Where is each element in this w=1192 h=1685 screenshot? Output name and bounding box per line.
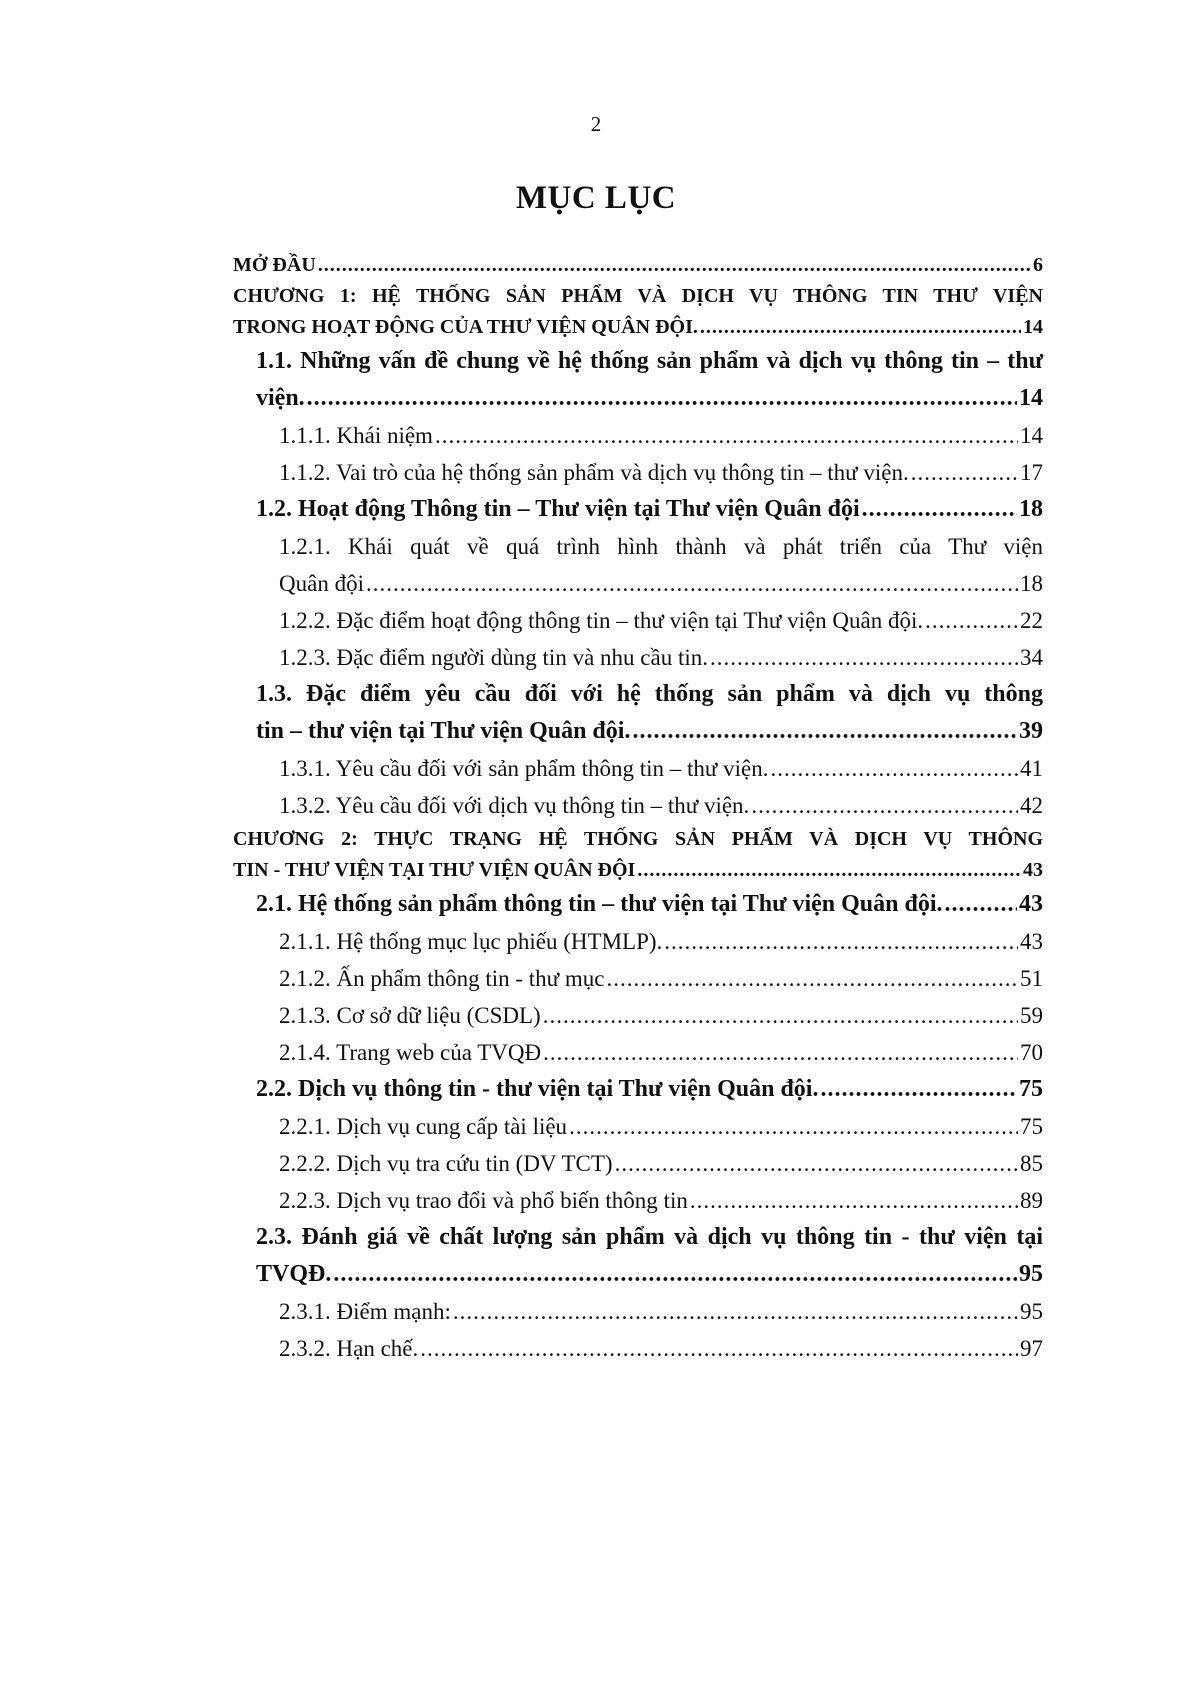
- table-of-contents: [233, 250, 1043, 1367]
- toc-entry-label: 1.2.3. Đặc điểm người dùng tin và nhu cầu tin.: [279, 645, 708, 670]
- toc-entry[interactable]: [233, 1145, 1043, 1182]
- toc-entry-page: 75: [1020, 1114, 1043, 1139]
- toc-entry[interactable]: [233, 1182, 1043, 1219]
- toc-entry-label: 1.1.1. Khái niệm: [279, 423, 433, 448]
- toc-entry-row: [279, 1034, 1043, 1071]
- toc-entry[interactable]: [233, 960, 1043, 997]
- toc-entry-label: 2.1.2. Ấn phẩm thông tin - thư mục: [279, 966, 605, 991]
- toc-entry-page: 18: [1019, 496, 1043, 522]
- toc-entry-label: viện.: [256, 385, 305, 411]
- toc-entry-row: [279, 1182, 1043, 1219]
- toc-entry[interactable]: [233, 886, 1043, 923]
- toc-entry[interactable]: [233, 281, 1043, 343]
- toc-entry-page: 34: [1020, 645, 1043, 670]
- toc-entry[interactable]: [233, 1108, 1043, 1145]
- toc-entry[interactable]: [233, 417, 1043, 454]
- toc-entry[interactable]: [233, 1330, 1043, 1367]
- toc-title: MỤC LỤC: [515, 180, 677, 216]
- dot-leader: [333, 1256, 1017, 1293]
- dot-leader: [615, 1145, 1018, 1182]
- dot-leader: [690, 1182, 1018, 1219]
- toc-entry-row: [256, 491, 1043, 528]
- toc-entry-page: 75: [1019, 1076, 1043, 1102]
- toc-entry[interactable]: [233, 250, 1043, 281]
- dot-leader: [366, 565, 1018, 602]
- toc-entry[interactable]: [233, 491, 1043, 528]
- toc-entry-label: tin – thư viện tại Thư viện Quân đội.: [256, 718, 631, 744]
- toc-entry[interactable]: [233, 454, 1043, 491]
- toc-entry-first-line: CHƯƠNG 1: HỆ THỐNG SẢN PHẨM VÀ DỊCH VỤ THÔNG TIN THƯ VIỆN: [233, 285, 1043, 307]
- toc-entry[interactable]: [233, 676, 1043, 750]
- toc-entry-page: 97: [1020, 1336, 1043, 1361]
- toc-entry-row: [256, 1256, 1043, 1293]
- dot-leader: [307, 380, 1017, 417]
- toc-entry[interactable]: [233, 1071, 1043, 1108]
- dot-leader: [862, 491, 1017, 528]
- toc-entry-page: 43: [1023, 859, 1043, 881]
- toc-entry-page: 14: [1023, 316, 1043, 338]
- toc-entry-first-line: 1.2.1. Khái quát về quá trình hình thành và phát triển của Thư viện: [279, 534, 1043, 559]
- toc-entry[interactable]: [233, 923, 1043, 960]
- toc-entry-row: [279, 565, 1043, 602]
- toc-entry-row: [233, 312, 1043, 343]
- toc-entry-row: [256, 713, 1043, 750]
- dot-leader: [751, 787, 1018, 824]
- toc-entry-label: TVQĐ.: [256, 1261, 332, 1287]
- dot-leader: [632, 713, 1017, 750]
- toc-entry-page: 14: [1019, 385, 1043, 411]
- toc-entry-label: 2.2. Dịch vụ thông tin - thư viện tại Thư viện Quân đội.: [256, 1076, 819, 1102]
- toc-entry-label: 1.2.2. Đặc điểm hoạt động thông tin – thư viện tại Thư viện Quân đội.: [279, 608, 924, 633]
- toc-entry-label: 2.3.1. Điểm mạnh:: [279, 1299, 451, 1324]
- toc-entry-label: 2.1.1. Hệ thống mục lục phiếu (HTMLP).: [279, 929, 663, 954]
- toc-entry-page: 22: [1020, 608, 1043, 633]
- toc-entry-page: 39: [1019, 718, 1043, 744]
- toc-entry-page: 14: [1020, 423, 1043, 448]
- toc-entry-row: [256, 886, 1043, 923]
- toc-entry-row: [279, 787, 1043, 824]
- toc-entry-row: [279, 1108, 1043, 1145]
- dot-leader: [664, 923, 1018, 960]
- toc-entry-row: [279, 960, 1043, 997]
- toc-entry-row: [279, 417, 1043, 454]
- toc-entry-label: 2.2.2. Dịch vụ tra cứu tin (DV TCT): [279, 1151, 613, 1176]
- toc-entry-page: 51: [1020, 966, 1043, 991]
- toc-entry[interactable]: [233, 750, 1043, 787]
- page-number: 2: [590, 112, 602, 136]
- dot-leader: [318, 250, 1031, 281]
- dot-leader: [569, 1108, 1018, 1145]
- toc-entry-row: [279, 997, 1043, 1034]
- toc-entry-page: 43: [1019, 891, 1043, 917]
- toc-entry-label: Quân đội: [279, 571, 364, 596]
- toc-entry-row: [233, 855, 1043, 886]
- toc-entry-row: [279, 639, 1043, 676]
- dot-leader: [770, 750, 1018, 787]
- toc-entry-label: TRONG HOẠT ĐỘNG CỦA THƯ VIỆN QUÂN ĐỘI.: [233, 316, 698, 338]
- dot-leader: [420, 1330, 1018, 1367]
- dot-leader: [925, 602, 1018, 639]
- toc-entry-page: 18: [1020, 571, 1043, 596]
- toc-entry-label: 1.2. Hoạt động Thông tin – Thư viện tại Thư viện Quân đội: [256, 496, 860, 522]
- dot-leader: [911, 454, 1018, 491]
- toc-entry[interactable]: [233, 997, 1043, 1034]
- toc-entry-first-line: 2.3. Đánh giá về chất lượng sản phẩm và dịch vụ thông tin - thư viện tại: [256, 1224, 1043, 1250]
- toc-entry-label: 2.2.3. Dịch vụ trao đổi và phổ biến thông tin: [279, 1188, 688, 1213]
- dot-leader: [820, 1071, 1017, 1108]
- toc-entry-label: 1.3.1. Yêu cầu đối với sản phẩm thông tin – thư viện.: [279, 756, 769, 781]
- dot-leader: [700, 312, 1021, 343]
- toc-entry[interactable]: [233, 1293, 1043, 1330]
- toc-entry-label: MỞ ĐẦU: [233, 254, 316, 276]
- toc-entry-first-line: 1.1. Những vấn đề chung về hệ thống sản phẩm và dịch vụ thông tin – thư: [256, 348, 1043, 374]
- toc-entry-row: [279, 1330, 1043, 1367]
- toc-entry-row: [233, 250, 1043, 281]
- toc-entry[interactable]: [233, 1034, 1043, 1071]
- toc-entry[interactable]: [233, 602, 1043, 639]
- toc-entry-first-line: CHƯƠNG 2: THỰC TRẠNG HỆ THỐNG SẢN PHẨM VÀ DỊCH VỤ THÔNG: [233, 828, 1043, 850]
- toc-entry-page: 6: [1033, 254, 1043, 276]
- toc-entry-label: 2.1.4. Trang web của TVQĐ: [279, 1040, 542, 1065]
- dot-leader: [607, 960, 1019, 997]
- toc-entry[interactable]: [233, 343, 1043, 417]
- toc-entry-label: TIN - THƯ VIỆN TẠI THƯ VIỆN QUÂN ĐỘI: [233, 859, 636, 881]
- toc-entry-row: [279, 1293, 1043, 1330]
- toc-entry-page: 70: [1020, 1040, 1043, 1065]
- toc-entry-page: 41: [1020, 756, 1043, 781]
- toc-entry-label: 2.3.2. Hạn chế.: [279, 1336, 419, 1361]
- toc-entry-page: 59: [1020, 1003, 1043, 1028]
- toc-entry[interactable]: [233, 528, 1043, 602]
- dot-leader: [543, 1034, 1018, 1071]
- toc-entry-label: 1.1.2. Vai trò của hệ thống sản phẩm và dịch vụ thông tin – thư viện.: [279, 460, 909, 485]
- toc-entry-row: [279, 454, 1043, 491]
- toc-entry-label: 2.2.1. Dịch vụ cung cấp tài liệu: [279, 1114, 568, 1139]
- toc-entry-label: 2.1. Hệ thống sản phẩm thông tin – thư viện tại Thư viện Quân đội.: [256, 891, 943, 917]
- toc-entry-row: [279, 750, 1043, 787]
- toc-entry[interactable]: [233, 787, 1043, 824]
- dot-leader: [637, 855, 1021, 886]
- toc-entry[interactable]: [233, 1219, 1043, 1293]
- dot-leader: [435, 417, 1018, 454]
- toc-entry-row: [256, 1071, 1043, 1108]
- toc-entry-row: [279, 1145, 1043, 1182]
- toc-entry-page: 17: [1020, 460, 1043, 485]
- toc-entry-page: 95: [1019, 1261, 1043, 1287]
- toc-entry-page: 95: [1020, 1299, 1043, 1324]
- dot-leader: [543, 997, 1018, 1034]
- toc-entry-row: [256, 380, 1043, 417]
- toc-entry-page: 89: [1020, 1188, 1043, 1213]
- toc-entry-page: 42: [1020, 793, 1043, 818]
- toc-entry[interactable]: [233, 639, 1043, 676]
- dot-leader: [710, 639, 1018, 676]
- dot-leader: [453, 1293, 1018, 1330]
- dot-leader: [945, 886, 1017, 923]
- toc-entry-label: 2.1.3. Cơ sở dữ liệu (CSDL): [279, 1003, 541, 1028]
- toc-entry-page: 85: [1020, 1151, 1043, 1176]
- toc-entry[interactable]: [233, 824, 1043, 886]
- toc-entry-first-line: 1.3. Đặc điểm yêu cầu đối với hệ thống sản phẩm và dịch vụ thông: [256, 681, 1043, 707]
- toc-entry-page: 43: [1020, 929, 1043, 954]
- toc-entry-row: [279, 602, 1043, 639]
- toc-entry-row: [279, 923, 1043, 960]
- toc-entry-label: 1.3.2. Yêu cầu đối với dịch vụ thông tin – thư viện.: [279, 793, 750, 818]
